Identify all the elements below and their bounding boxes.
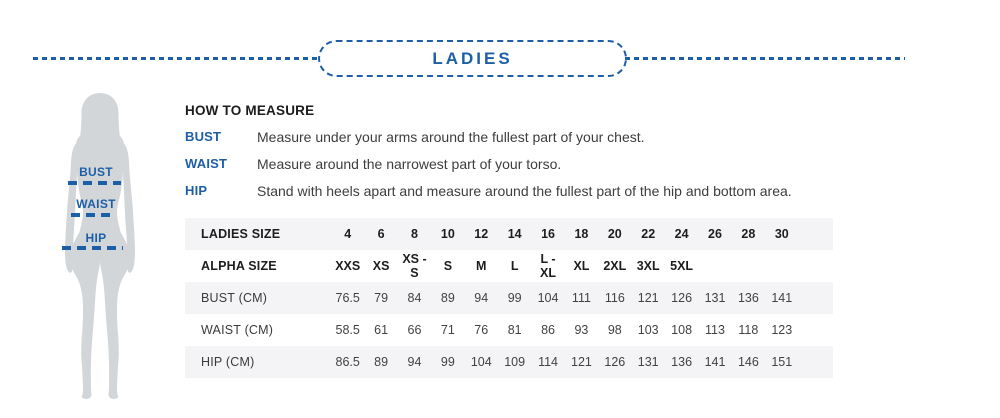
size-value: 24 bbox=[674, 227, 689, 241]
size-value: 109 bbox=[504, 355, 526, 369]
size-value: 123 bbox=[771, 323, 793, 337]
size-value: 76.5 bbox=[335, 291, 360, 305]
table-row bbox=[185, 282, 833, 314]
table-row-label: BUST (CM) bbox=[201, 291, 268, 305]
size-value: 86 bbox=[541, 323, 555, 337]
measure-description: Measure around the narrowest part of your torso. bbox=[257, 155, 562, 172]
size-value: 126 bbox=[671, 291, 693, 305]
measure-row bbox=[185, 150, 792, 177]
measure-row bbox=[185, 123, 792, 150]
size-value: L - XL bbox=[540, 252, 557, 280]
size-value: 84 bbox=[407, 291, 422, 305]
size-value: XS - S bbox=[402, 252, 427, 280]
size-value: 3XL bbox=[636, 259, 660, 273]
size-value: 86.5 bbox=[335, 355, 360, 369]
size-value: 14 bbox=[507, 227, 522, 241]
size-value: 12 bbox=[474, 227, 489, 241]
figure-measure-line bbox=[62, 246, 123, 250]
section-title: LADIES bbox=[432, 48, 513, 68]
section-pill bbox=[318, 40, 627, 77]
size-value: 118 bbox=[738, 323, 759, 337]
size-value: XL bbox=[573, 259, 590, 273]
size-value: 76 bbox=[474, 323, 489, 337]
size-value: 2XL bbox=[603, 259, 627, 273]
size-value: 111 bbox=[571, 291, 591, 305]
size-value: 141 bbox=[771, 291, 793, 305]
size-value: 20 bbox=[607, 227, 622, 241]
size-value: 89 bbox=[374, 355, 389, 369]
size-value: 116 bbox=[604, 291, 625, 305]
size-value: 98 bbox=[607, 323, 622, 337]
table-row-label: HIP (CM) bbox=[201, 355, 255, 369]
measure-description: Stand with heels apart and measure around the fullest part of the hip and bottom area. bbox=[257, 182, 792, 199]
table-row bbox=[185, 314, 833, 346]
divider-dash-left bbox=[33, 57, 318, 60]
size-value: 121 bbox=[571, 355, 592, 369]
size-value: 141 bbox=[704, 355, 726, 369]
size-value: 104 bbox=[537, 291, 559, 305]
measure-term: HIP bbox=[185, 183, 208, 198]
size-value: 121 bbox=[637, 291, 659, 305]
measure-term: BUST bbox=[185, 129, 222, 144]
size-value: 126 bbox=[604, 355, 626, 369]
size-value: 18 bbox=[574, 227, 589, 241]
size-value: L bbox=[510, 259, 519, 273]
size-value: 94 bbox=[407, 355, 422, 369]
size-value: 4 bbox=[344, 227, 352, 241]
size-value: 151 bbox=[771, 355, 793, 369]
figure-measure-label: BUST bbox=[79, 165, 113, 179]
size-table bbox=[185, 218, 833, 378]
size-value: 58.5 bbox=[335, 323, 360, 337]
size-value: 136 bbox=[737, 291, 759, 305]
how-to-measure-title: HOW TO MEASURE bbox=[185, 103, 315, 118]
size-value: 6 bbox=[377, 227, 385, 241]
size-value: 26 bbox=[708, 227, 722, 241]
size-value: 5XL bbox=[670, 259, 694, 273]
size-value: M bbox=[476, 259, 487, 273]
table-row-label: LADIES SIZE bbox=[201, 227, 281, 241]
size-value: 28 bbox=[741, 227, 756, 241]
size-value: 104 bbox=[470, 355, 492, 369]
divider-dash-right bbox=[625, 57, 905, 60]
size-value: 8 bbox=[411, 227, 418, 241]
size-value: 81 bbox=[507, 323, 522, 337]
measure-row bbox=[185, 177, 792, 204]
measure-term: WAIST bbox=[185, 156, 228, 171]
size-value: 131 bbox=[704, 291, 726, 305]
size-value: 99 bbox=[440, 355, 455, 369]
size-value: 89 bbox=[440, 291, 455, 305]
size-value: 66 bbox=[407, 323, 422, 337]
size-value: 10 bbox=[440, 227, 455, 241]
figure-measure-line bbox=[68, 181, 121, 185]
size-value: 131 bbox=[637, 355, 659, 369]
table-row-label: WAIST (CM) bbox=[201, 323, 274, 337]
size-value: 114 bbox=[538, 355, 558, 369]
table-row-label: ALPHA SIZE bbox=[201, 259, 277, 273]
measure-description: Measure under your arms around the fullest part of your chest. bbox=[257, 128, 645, 145]
size-value: 99 bbox=[507, 291, 522, 305]
size-value: 61 bbox=[374, 323, 389, 337]
size-value: XXS bbox=[335, 259, 361, 273]
figure-measure-line bbox=[71, 213, 116, 217]
size-value: 136 bbox=[671, 355, 693, 369]
size-value: 103 bbox=[637, 323, 659, 337]
size-value: 79 bbox=[374, 291, 389, 305]
table-row bbox=[185, 346, 833, 378]
figure-measure-label: HIP bbox=[85, 231, 107, 245]
size-value: 30 bbox=[774, 227, 789, 241]
size-value: 22 bbox=[641, 227, 656, 241]
table-row bbox=[185, 250, 833, 282]
table-row bbox=[185, 218, 833, 250]
size-value: S bbox=[443, 259, 453, 273]
how-to-measure bbox=[185, 103, 792, 204]
size-value: 71 bbox=[440, 323, 455, 337]
figure-measure-label: WAIST bbox=[76, 197, 116, 211]
size-value: 93 bbox=[574, 323, 589, 337]
size-value: 146 bbox=[737, 355, 759, 369]
size-value: XS bbox=[372, 259, 390, 273]
size-value: 16 bbox=[541, 227, 555, 241]
size-value: 108 bbox=[671, 323, 693, 337]
size-value: 94 bbox=[474, 291, 489, 305]
how-to-measure-rows bbox=[185, 123, 792, 204]
size-value: 113 bbox=[705, 323, 725, 337]
